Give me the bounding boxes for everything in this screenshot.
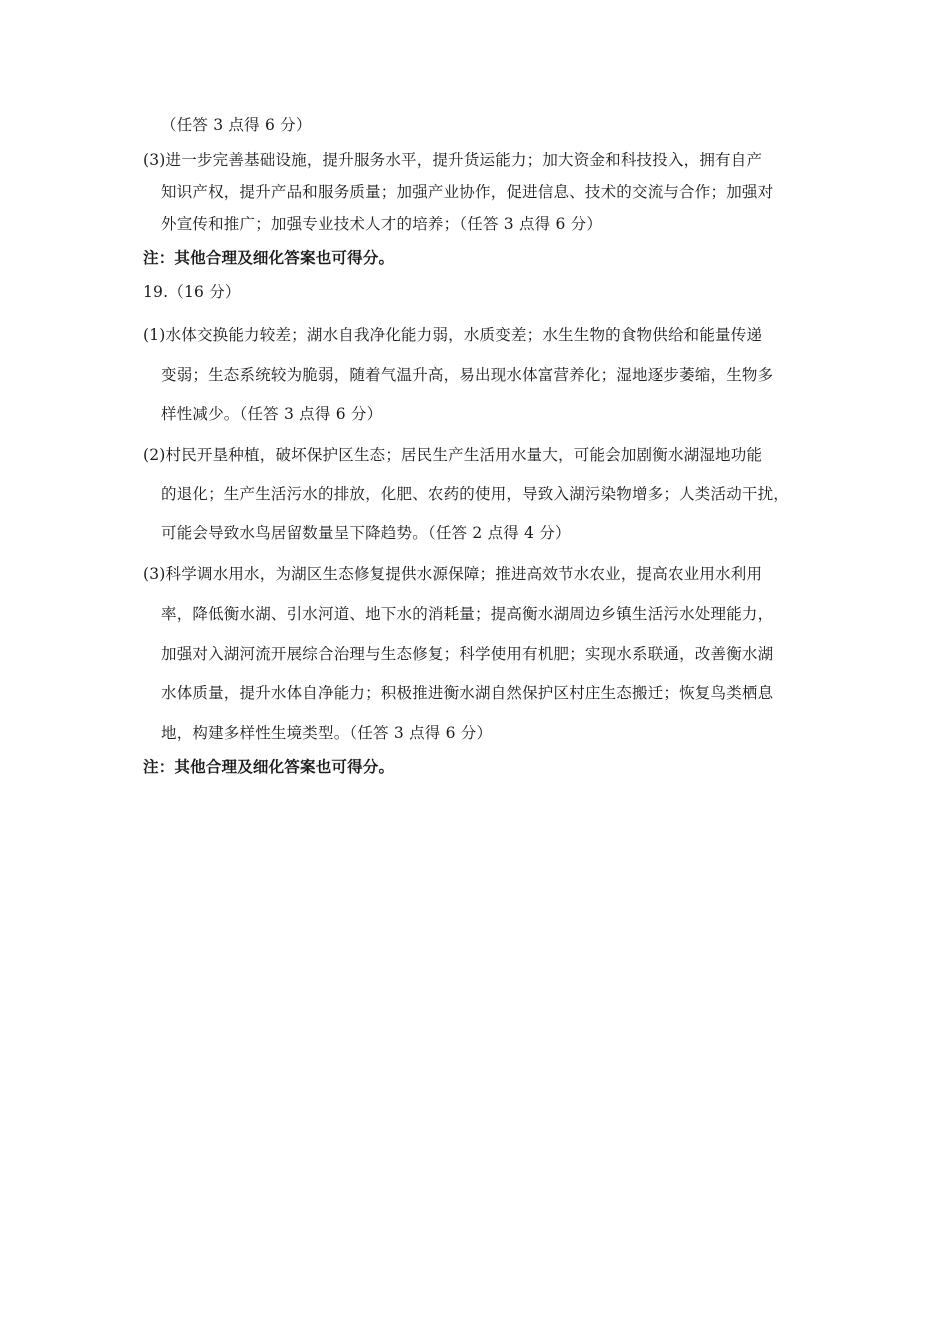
note-1: 注：其他合理及细化答案也可得分。 bbox=[143, 248, 395, 267]
q19-part3-line4: 水体质量，提升水体自净能力；积极推进衡水湖自然保护区村庄生态搬迁；恢复鸟类栖息 bbox=[161, 684, 774, 702]
q19-part2-line3: 可能会导致水鸟居留数量呈下降趋势。（任答 2 点得 4 分） bbox=[161, 524, 571, 542]
q19-part3-line3: 加强对入湖河流开展综合治理与生态修复；科学使用有机肥；实现水系联通，改善衡水湖 bbox=[161, 645, 774, 663]
q19-header: 19.（16 分） bbox=[143, 283, 241, 301]
note-2: 注：其他合理及细化答案也可得分。 bbox=[143, 757, 395, 776]
q19-part3-line5: 地，构建多样性生境类型。（任答 3 点得 6 分） bbox=[161, 724, 493, 742]
q18-part3-line1: (3)进一步完善基础设施，提升服务水平，提升货运能力；加大资金和科技投入，拥有自产 bbox=[143, 151, 763, 169]
q18-part3-line3: 外宣传和推广；加强专业技术人才的培养；（任答 3 点得 6 分） bbox=[161, 215, 603, 233]
q19-part2-line1: (2)村民开垦种植，破坏保护区生态；居民生产生活用水量大，可能会加剧衡水湖湿地功能 bbox=[143, 446, 763, 464]
q19-part3-line2: 率，降低衡水湖、引水河道、地下水的消耗量；提高衡水湖周边乡镇生活污水处理能力， bbox=[161, 605, 774, 623]
q19-part1-line1: (1)水体交换能力较差；湖水自我净化能力弱，水质变差；水生生物的食物供给和能量传递 bbox=[143, 326, 763, 344]
q18-part3-line2: 知识产权，提升产品和服务质量；加强产业协作，促进信息、技术的交流与合作；加强对 bbox=[161, 183, 774, 201]
q19-part1-line2: 变弱；生态系统较为脆弱，随着气温升高，易出现水体富营养化；湿地逐步萎缩，生物多 bbox=[161, 366, 774, 384]
q19-part3-line1: (3)科学调水用水，为湖区生态修复提供水源保障；推进高效节水农业，提高农业用水利用 bbox=[143, 565, 763, 583]
q18-part2-score-note: （任答 3 点得 6 分） bbox=[161, 116, 312, 134]
q19-part1-line3: 样性减少。（任答 3 点得 6 分） bbox=[161, 405, 383, 423]
q19-part2-line2: 的退化；生产生活污水的排放，化肥、农药的使用，导致入湖污染物增多；人类活动干扰， bbox=[161, 485, 790, 503]
